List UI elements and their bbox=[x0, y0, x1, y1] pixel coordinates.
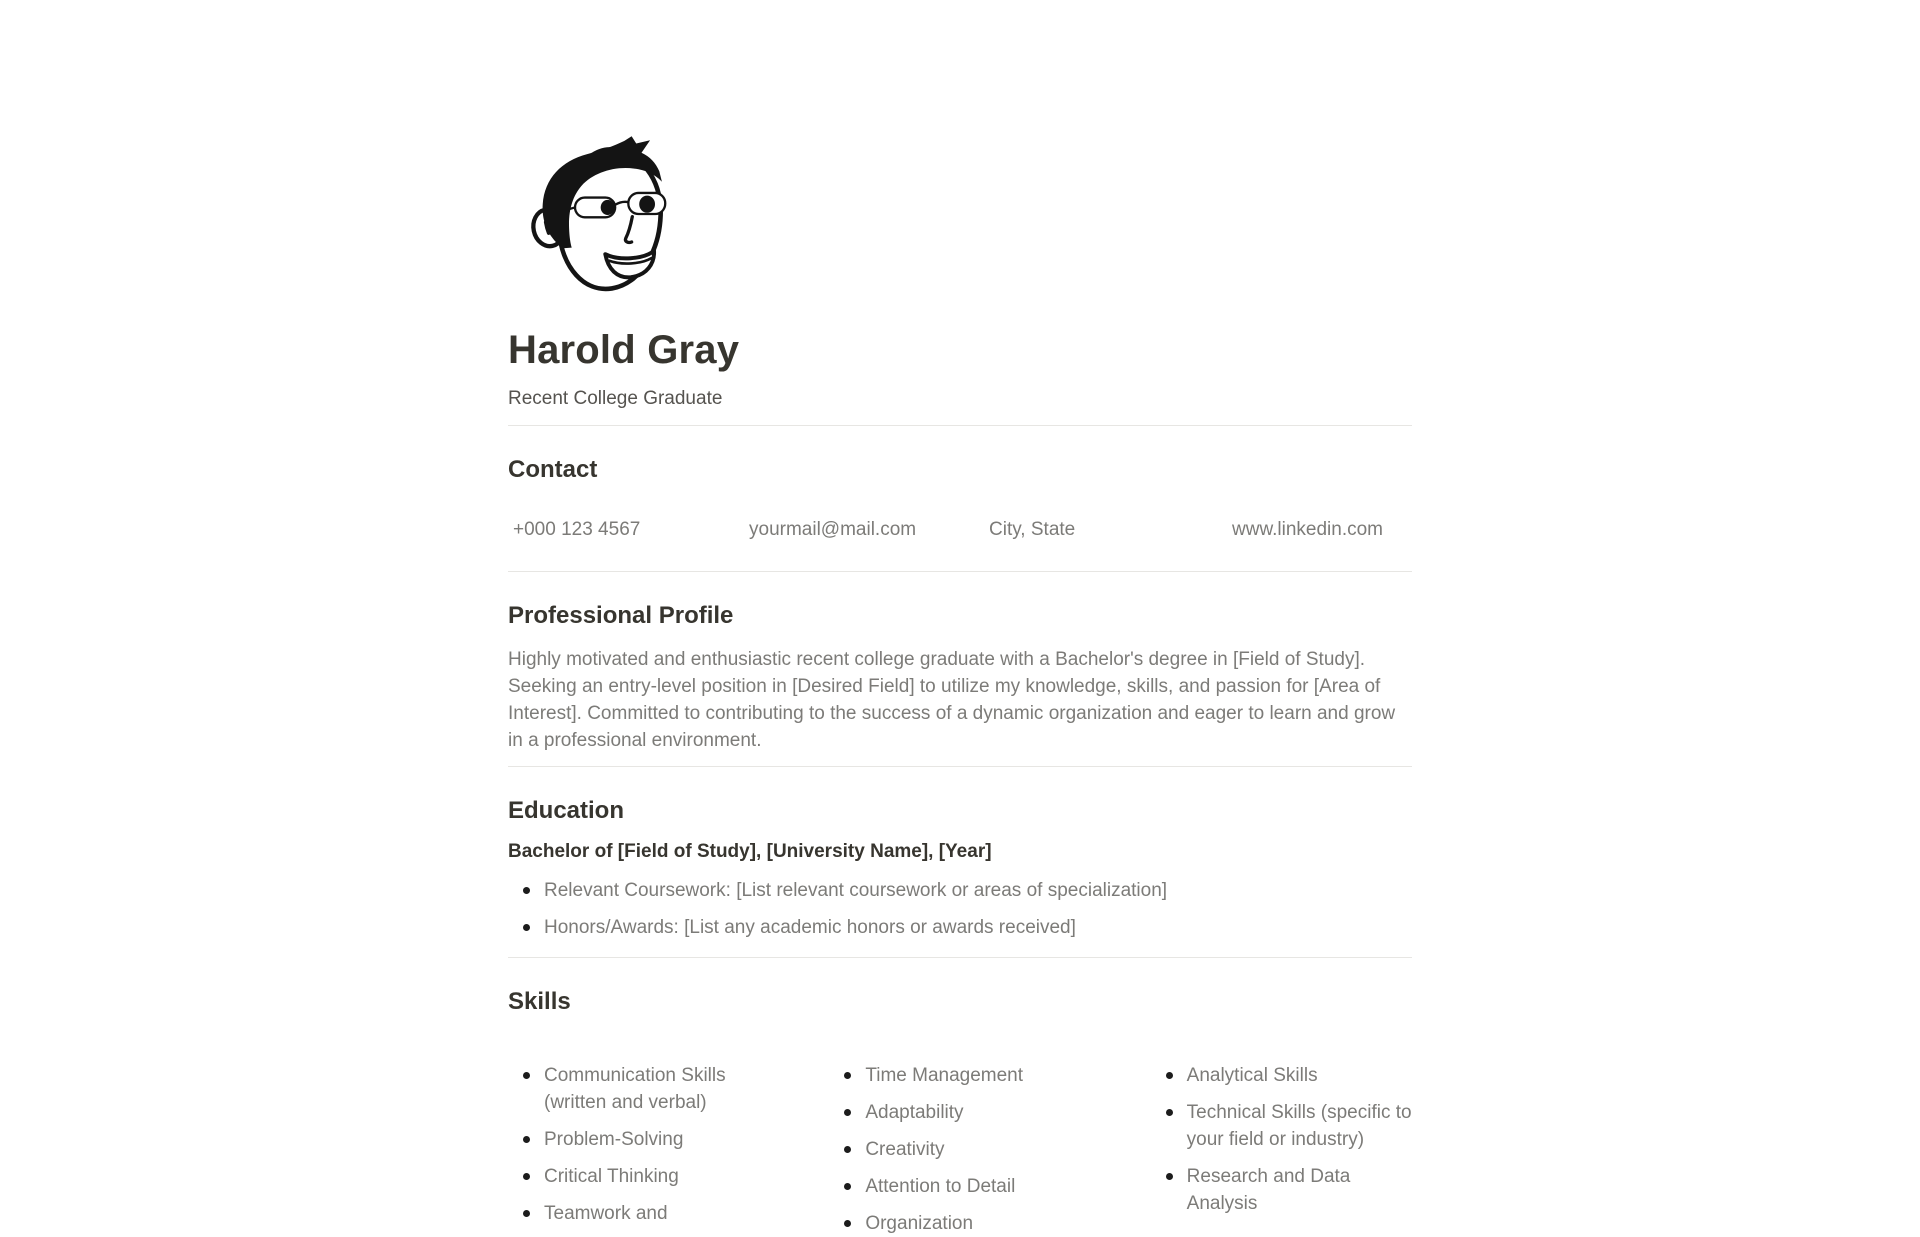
list-item bbox=[508, 1126, 769, 1153]
list-item bbox=[1151, 1062, 1412, 1089]
bullet-dot-icon bbox=[523, 924, 530, 931]
contact-email: yourmail@mail.com bbox=[749, 519, 917, 540]
education-degree: Bachelor of [Field of Study], [University Name], [Year] bbox=[508, 841, 992, 862]
list-item bbox=[1151, 1163, 1412, 1217]
education-bullet-text: Honors/Awards: [List any academic honors or awards received] bbox=[544, 917, 1076, 938]
professional-profile-text: Highly motivated and enthusiastic recent college graduate with a Bachelor's degree in [Field of Study]. Seeking an entry-level position in [Desired Field] to utilize my knowledge, skills, and passion for [Area of Interest]. Committed to contributing to the success of a dynamic organization and eager to learn and grow in a professional environment. bbox=[508, 649, 1396, 751]
skill-text: Analytical Skills bbox=[1186, 1065, 1318, 1086]
section-divider bbox=[508, 425, 1412, 426]
list-item bbox=[829, 1099, 1090, 1126]
skill-text: Organization bbox=[865, 1213, 974, 1234]
bullet-dot-icon bbox=[844, 1109, 851, 1116]
skills-column-3 bbox=[1151, 1062, 1412, 1237]
section-divider bbox=[508, 766, 1412, 767]
skill-text: Communication Skills (written and verbal) bbox=[544, 1065, 726, 1113]
bullet-dot-icon bbox=[844, 1220, 851, 1227]
skills-column-2 bbox=[829, 1062, 1090, 1237]
education-heading: Education bbox=[508, 797, 625, 824]
profile-avatar bbox=[522, 134, 682, 297]
education-bullet-text: Relevant Coursework: [List relevant coursework or areas of specialization] bbox=[544, 880, 1168, 901]
skills-heading: Skills bbox=[508, 988, 571, 1015]
bullet-dot-icon bbox=[1166, 1072, 1173, 1079]
list-item bbox=[1151, 1099, 1412, 1153]
skill-text: Technical Skills (specific to your field or industry) bbox=[1186, 1102, 1412, 1150]
section-professional-profile bbox=[508, 601, 1412, 754]
bullet-dot-icon bbox=[523, 1072, 530, 1079]
bullet-dot-icon bbox=[523, 1136, 530, 1143]
bullet-dot-icon bbox=[844, 1072, 851, 1079]
section-contact bbox=[508, 455, 1412, 542]
list-item bbox=[829, 1210, 1090, 1237]
contact-phone: +000 123 4567 bbox=[513, 519, 641, 540]
profile-subtitle: Recent College Graduate bbox=[508, 388, 723, 409]
bullet-dot-icon bbox=[844, 1183, 851, 1190]
skill-text: Adaptability bbox=[865, 1102, 964, 1123]
professional-profile-heading: Professional Profile bbox=[508, 602, 734, 629]
contact-location: City, State bbox=[989, 519, 1076, 540]
bullet-dot-icon bbox=[523, 1173, 530, 1180]
skill-text: Attention to Detail bbox=[865, 1176, 1016, 1197]
list-item bbox=[508, 1200, 769, 1227]
skill-text: Critical Thinking bbox=[544, 1166, 679, 1187]
bullet-dot-icon bbox=[523, 1210, 530, 1217]
contact-linkedin: www.linkedin.com bbox=[1232, 519, 1383, 540]
section-education bbox=[508, 796, 1412, 941]
bullet-dot-icon bbox=[523, 887, 530, 894]
list-item bbox=[508, 877, 1412, 904]
bullet-dot-icon bbox=[844, 1146, 851, 1153]
list-item bbox=[829, 1136, 1090, 1163]
skill-text: Research and Data Analysis bbox=[1186, 1166, 1351, 1214]
resume-page bbox=[508, 0, 1412, 1237]
skill-text: Creativity bbox=[865, 1139, 945, 1160]
profile-name: Harold Gray bbox=[508, 328, 740, 372]
list-item bbox=[829, 1062, 1090, 1089]
section-divider bbox=[508, 957, 1412, 958]
section-divider bbox=[508, 571, 1412, 572]
skill-text: Time Management bbox=[865, 1065, 1024, 1086]
skill-text: Teamwork and bbox=[544, 1203, 668, 1224]
bullet-dot-icon bbox=[1166, 1109, 1173, 1116]
skills-column-1 bbox=[508, 1062, 769, 1237]
list-item bbox=[829, 1173, 1090, 1200]
skill-text: Problem-Solving bbox=[544, 1129, 684, 1150]
bullet-dot-icon bbox=[1166, 1173, 1173, 1180]
skills-columns bbox=[508, 1048, 1412, 1237]
contact-heading: Contact bbox=[508, 456, 598, 483]
list-item bbox=[508, 1163, 769, 1190]
person-avatar-illustration bbox=[522, 134, 682, 297]
list-item bbox=[508, 914, 1412, 941]
education-bullet-list bbox=[508, 877, 1412, 941]
contact-row bbox=[508, 518, 1412, 542]
section-skills bbox=[508, 987, 1412, 1237]
list-item bbox=[508, 1062, 769, 1116]
